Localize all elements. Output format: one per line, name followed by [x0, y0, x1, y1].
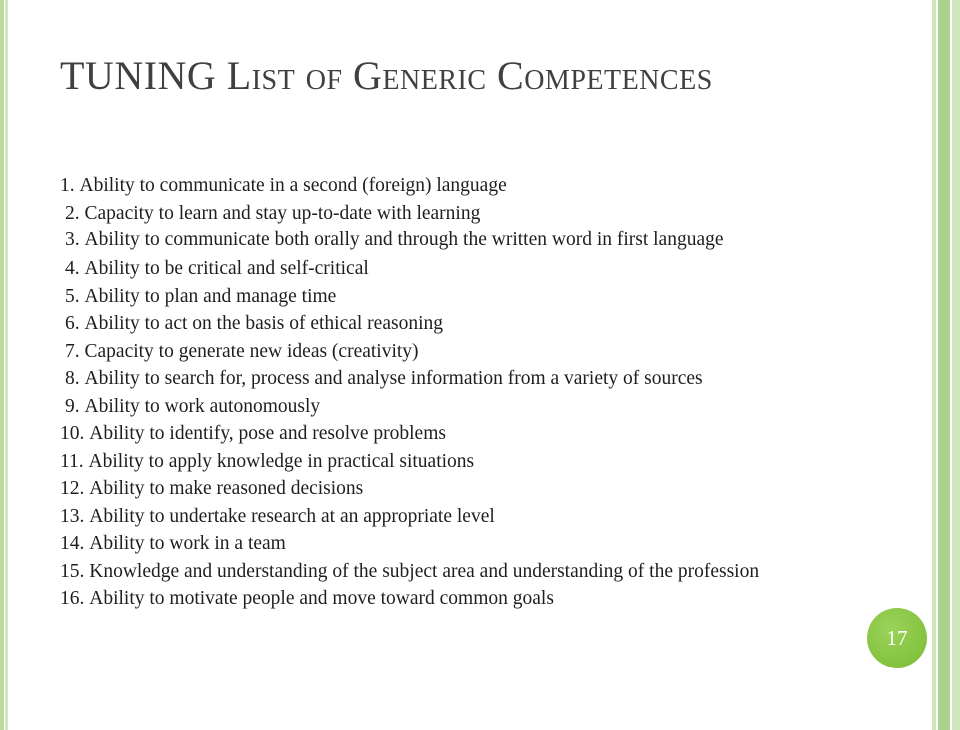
item-number: 14. — [60, 533, 85, 554]
list-item — [60, 448, 860, 476]
item-number: 8. — [65, 368, 80, 389]
list-item — [60, 530, 860, 558]
item-number: 3. — [65, 229, 80, 250]
item-text: Capacity to learn and stay up-to-date with learning — [84, 202, 481, 224]
list-item — [60, 558, 860, 586]
item-number: 11. — [60, 450, 84, 472]
item-number: 5. — [65, 285, 80, 307]
item-number: 15. — [60, 560, 85, 582]
list-item — [60, 230, 780, 249]
item-number: 9. — [65, 395, 80, 417]
item-text: Ability to identify, pose and resolve problems — [89, 423, 446, 444]
page-number: 17 — [886, 625, 908, 650]
list-item — [60, 503, 860, 531]
item-number: 2. — [65, 202, 80, 224]
list-item — [60, 200, 860, 228]
list-item — [60, 172, 860, 200]
item-number: 7. — [65, 340, 80, 362]
item-number: 13. — [60, 505, 85, 527]
right-decorative-border — [926, 0, 960, 730]
item-number: 10. — [60, 423, 85, 444]
page-number-badge — [867, 608, 927, 668]
list-item — [60, 475, 860, 503]
list-item — [60, 310, 860, 338]
list-item — [60, 585, 860, 613]
slide-title: TUNING List of Generic Competences — [60, 53, 713, 98]
item-number: 12. — [60, 478, 85, 499]
left-decorative-border — [0, 0, 8, 730]
item-number: 4. — [65, 258, 80, 279]
item-text: Knowledge and understanding of the subject area and understanding of the profession — [89, 560, 760, 582]
item-text: Capacity to generate new ideas (creativity) — [84, 340, 419, 362]
item-text: Ability to motivate people and move toward common goals — [89, 588, 554, 609]
item-text: Ability to undertake research at an appropriate level — [89, 505, 495, 527]
item-number: 1. — [60, 175, 75, 196]
item-text: Ability to make reasoned decisions — [89, 478, 364, 499]
list-item — [60, 420, 860, 448]
item-text: Ability to work in a team — [89, 533, 286, 554]
list-item — [60, 365, 860, 393]
list-item — [60, 255, 860, 283]
item-text: Ability to communicate both orally and through the written word in first language — [84, 229, 724, 250]
item-text: Ability to plan and manage time — [84, 285, 337, 307]
item-text: Ability to be critical and self-critical — [84, 258, 369, 279]
list-item — [60, 283, 860, 311]
list-item — [60, 338, 860, 366]
item-text: Ability to communicate in a second (foreign) language — [79, 175, 507, 196]
item-number: 16. — [60, 588, 85, 609]
competence-list — [60, 172, 860, 613]
item-number: 6. — [65, 313, 80, 334]
item-text: Ability to work autonomously — [84, 395, 321, 417]
item-text: Ability to act on the basis of ethical reasoning — [84, 313, 443, 334]
item-text: Ability to search for, process and analyse information from a variety of sources — [84, 368, 703, 389]
list-item — [60, 393, 860, 421]
item-text: Ability to apply knowledge in practical situations — [88, 450, 475, 472]
